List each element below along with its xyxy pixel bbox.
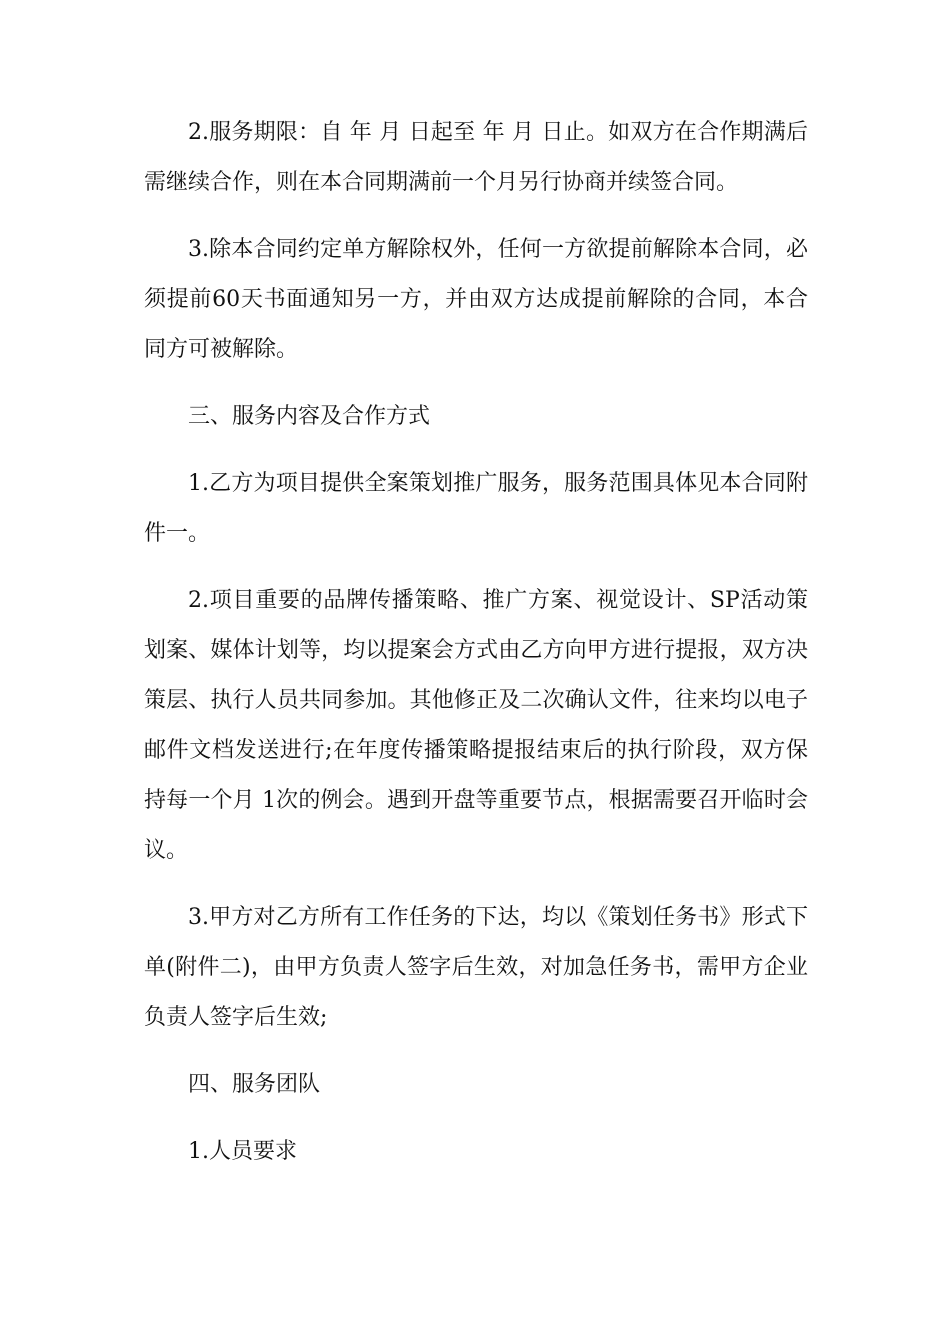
paragraph-service-term: 2.服务期限：自 年 月 日起至 年 月 日止。如双方在合作期满后需继续合作，则在本合同期满前一个月另行协商并续签合同。	[144, 120, 808, 195]
section-heading-service-team: 四、服务团队	[188, 1072, 321, 1097]
paragraph-termination: 3.除本合同约定单方解除权外，任何一方欲提前解除本合同，必须提前60天书面通知另一方，并由双方达成提前解除的合同，本合同方可被解除。	[144, 237, 808, 362]
paragraph-proposal-process: 2.项目重要的品牌传播策略、推广方案、视觉设计、SP活动策划案、媒体计划等，均以提案会方式由乙方向甲方进行提报，双方决策层、执行人员共同参加。其他修正及二次确认文件，往来均以电子邮件文档发送进行;在年度传播策略提报结束后的执行阶段，双方保持每一个月 1次的例会。遇到开盘等重要节点，根据需要召开临时会议。	[144, 588, 808, 863]
paragraph-task-orders: 3.甲方对乙方所有工作任务的下达，均以《策划任务书》形式下单(附件二)，由甲方负责人签字后生效，对加急任务书，需甲方企业负责人签字后生效;	[144, 905, 808, 1030]
paragraph-service-scope: 1.乙方为项目提供全案策划推广服务，服务范围具体见本合同附件一。	[144, 471, 808, 546]
section-heading-service-content: 三、服务内容及合作方式	[188, 404, 431, 429]
document-page	[144, 108, 808, 1194]
paragraph-staff-requirements: 1.人员要求	[188, 1139, 297, 1164]
